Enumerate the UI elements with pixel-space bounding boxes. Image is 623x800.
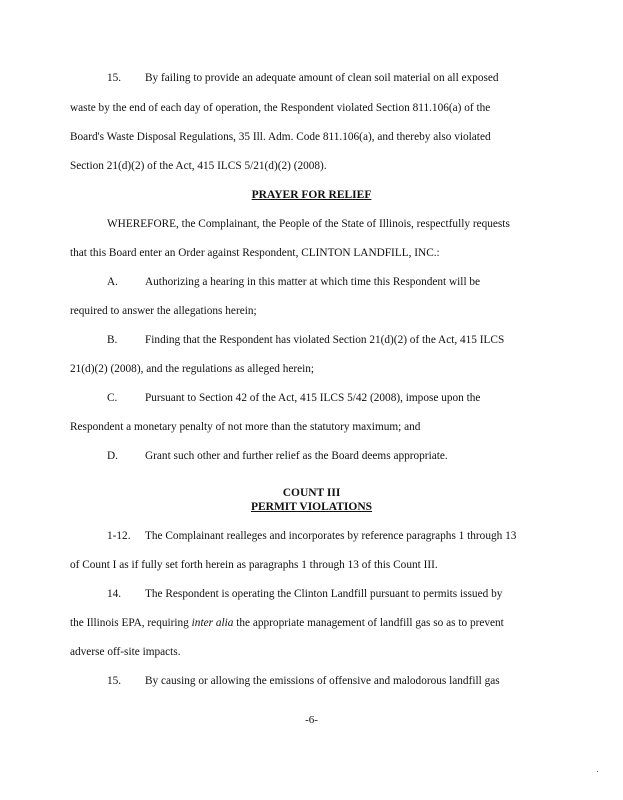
paragraph-line: By causing or allowing the emissions of offensive and malodorous landfill gas [145,675,500,687]
paragraph-number: 15. [107,675,122,687]
list-item-line: Respondent a monetary penalty of not more than the statutory maximum; and [70,421,421,433]
count-heading: COUNT III [282,487,341,499]
paragraph-line: Board's Waste Disposal Regulations, 35 Ill. Adm. Code 811.106(a), and thereby also violated [70,131,491,143]
paragraph-line: Section 21(d)(2) of the Act, 415 ILCS 5/21(d)(2) (2008). [70,160,327,172]
paragraph-line: that this Board enter an Order against Respondent, CLINTON LANDFILL, INC.: [70,247,440,259]
list-item-line: Finding that the Respondent has violated Section 21(d)(2) of the Act, 415 ILCS [145,334,505,346]
count-subheading: PERMIT VIOLATIONS [250,501,373,513]
text-run: the Illinois EPA, requiring [70,617,192,629]
paragraph-number: 14. [107,588,122,600]
list-item-line: 21(d)(2) (2008), and the regulations as alleged herein; [70,363,315,375]
list-letter: C. [107,392,118,404]
list-item-line: required to answer the allegations herein; [70,305,257,317]
list-item-line: Authorizing a hearing in this matter at which time this Respondent will be [145,276,481,288]
paragraph-line: By failing to provide an adequate amount of clean soil material on all exposed [145,72,499,84]
list-item-line: Pursuant to Section 42 of the Act, 415 ILCS 5/42 (2008), impose upon the [145,392,481,404]
paragraph-number: 1-12. [107,530,131,542]
paragraph-line: The Complainant realleges and incorporates by reference paragraphs 1 through 13 [145,530,517,542]
text-run: the appropriate management of landfill gas so as to prevent [233,617,504,629]
page-number: -6- [305,714,318,726]
latin-phrase: inter alia [191,617,234,629]
paragraph-line: adverse off-site impacts. [70,646,181,658]
list-item-line: Grant such other and further relief as the Board deems appropriate. [145,450,448,462]
section-heading: PRAYER FOR RELIEF [251,189,372,201]
paragraph-number: 15. [107,72,122,84]
list-letter: D. [107,450,118,462]
list-letter: A. [107,276,118,288]
paragraph-line [70,616,504,630]
paragraph-line: The Respondent is operating the Clinton Landfill pursuant to permits issued by [145,588,503,600]
paragraph-line: of Count I as if fully set forth herein as paragraphs 1 through 13 of this Count III. [70,559,438,571]
list-letter: B. [107,334,118,346]
paragraph-line: waste by the end of each day of operation, the Respondent violated Section 811.106(a) of the [70,102,491,114]
paragraph-line: WHEREFORE, the Complainant, the People of the State of Illinois, respectfully requests [107,218,510,230]
scan-speck [597,771,598,772]
